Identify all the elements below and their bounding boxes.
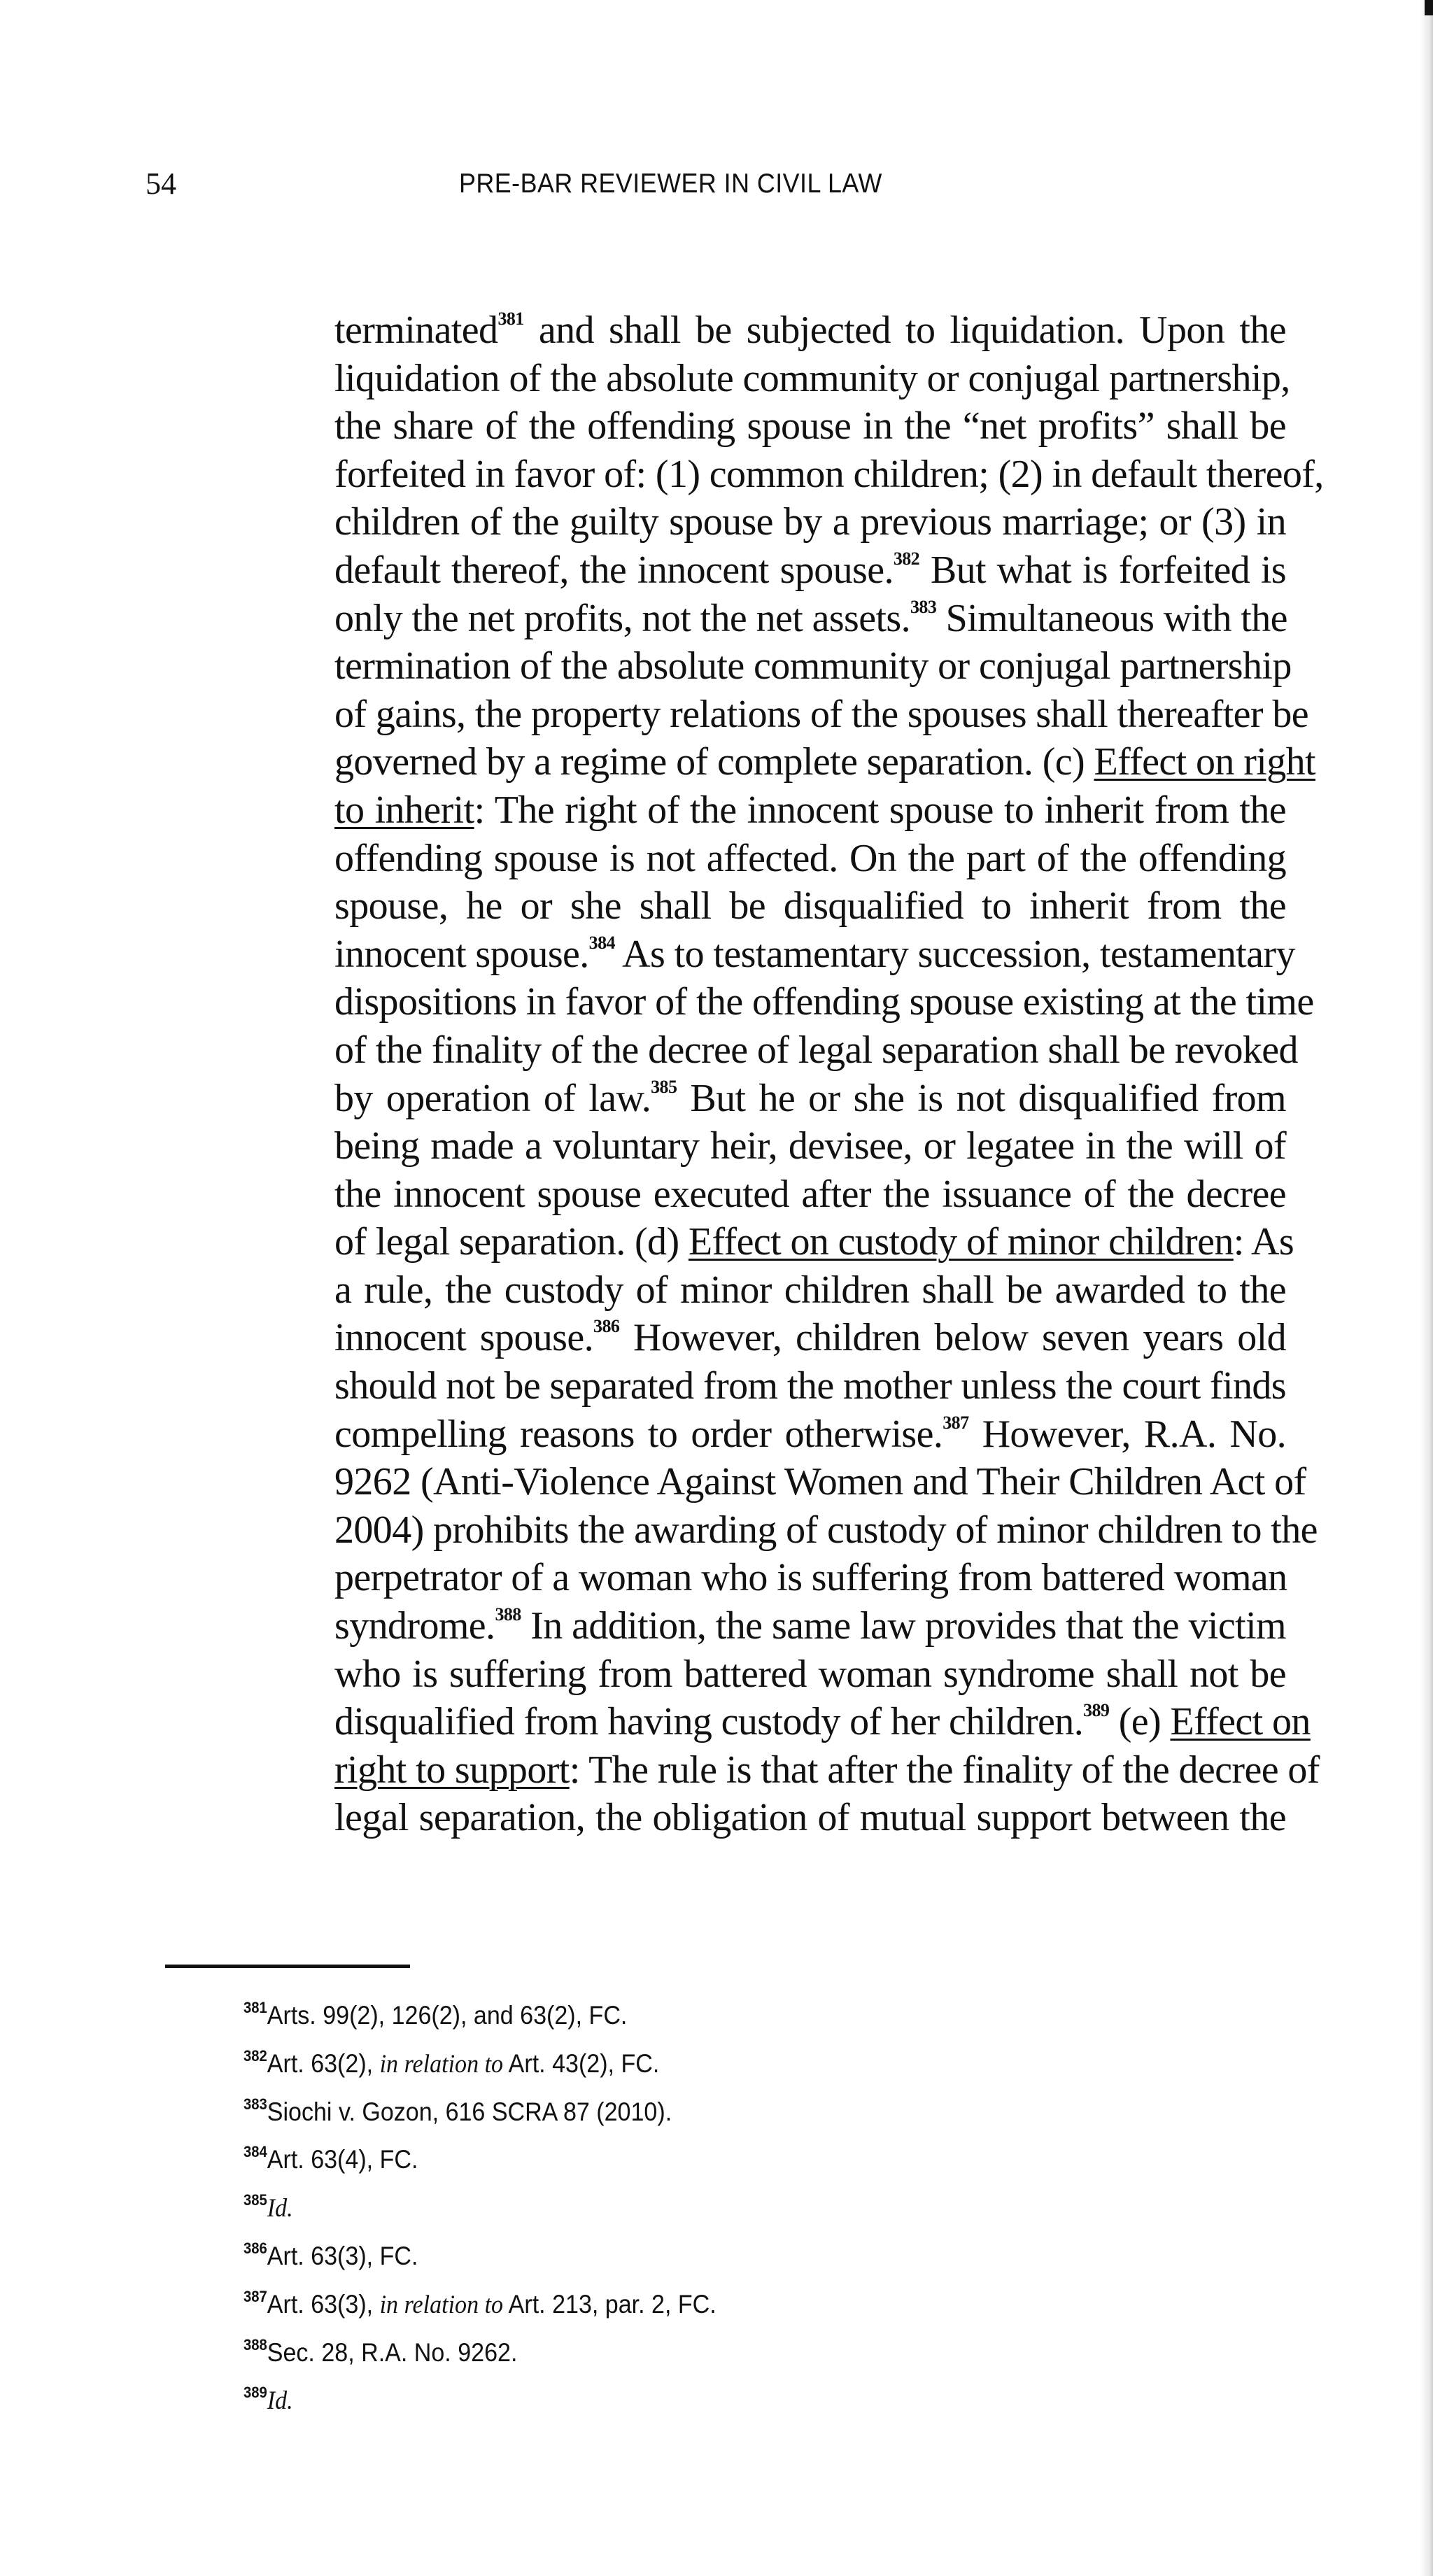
footnote-reference: 389 [1083,1700,1110,1721]
body-line [334,1650,1286,1699]
body-line [334,1554,1286,1602]
body-line [334,1506,1318,1555]
body-text-run: being made a voluntary heir, devisee, or legatee in the will of [334,1124,1286,1168]
body-line [334,1746,1320,1795]
body-text-run: legal separation, the obligation of mutual support between the [334,1796,1286,1840]
body-line [334,498,1286,546]
body-line [334,835,1286,883]
body-line [334,1026,1298,1075]
body-text-run: 9262 (Anti-Violence Against Women and Their Children Act of [334,1460,1306,1504]
body-text-run: spouse, he or she shall be disqualified to inherit from the [334,884,1286,928]
body-text-run: perpetrator of a woman who is suffering from battered woman [334,1556,1287,1600]
body-text-run: Simultaneous with the [936,596,1287,640]
body-text-run: only the net profits, not the net assets. [334,596,911,640]
body-text-run: by operation of law. [334,1076,651,1120]
body-line [334,1075,1286,1123]
footnote-reference: 381 [497,309,524,329]
body-line [334,1362,1286,1410]
footnote [243,2177,1016,2225]
body-text-run: However, children below seven years old [619,1316,1286,1360]
body-text-run: compelling reasons to order otherwise. [334,1412,943,1456]
body-text-run: terminated [334,309,498,352]
body-line [334,402,1286,451]
body-text-run: default thereof, the innocent spouse. [334,548,894,592]
body-text-run: should not be separated from the mother unless the court finds [334,1364,1286,1408]
footnote [243,2321,1016,2370]
underlined-heading: to inherit [334,788,474,832]
body-text-run: and shall be subjected to liquidation. Upon the [523,309,1286,352]
footnote-number: 386 [243,2239,267,2257]
body-line [334,546,1286,595]
footnote-text: Sec. 28, R.A. No. 9262. [267,2337,518,2367]
body-line [334,1410,1286,1459]
underlined-heading: Effect on right [1094,740,1315,784]
body-text-run: : The right of the innocent spouse to inherit from the [474,788,1286,832]
footnote [243,2225,1016,2273]
underlined-heading: right to support [334,1748,570,1792]
footnote [243,2369,1016,2417]
footnote-reference: 388 [495,1604,521,1625]
footnote [243,2081,1016,2129]
footnote-italic: Id. [267,2386,293,2416]
body-line [334,1218,1294,1266]
body-text-run: (e) [1109,1700,1171,1744]
body-text-run: But he or she is not disqualified from [677,1076,1286,1120]
body-text-run: the innocent spouse executed after the issuance of the decree [334,1172,1286,1216]
footnote-text: Art. 63(4), FC. [267,2145,418,2174]
body-line [334,1314,1286,1362]
footnote-text: Arts. 99(2), 126(2), and 63(2), FC. [267,2001,628,2030]
body-line [334,1794,1286,1842]
underlined-heading: Effect on custody of minor children [688,1220,1234,1264]
footnote-number: 388 [243,2335,267,2354]
footnote-reference: 384 [588,932,615,953]
footnote-number: 383 [243,2095,267,2113]
body-line [334,1122,1286,1170]
footnote-text: Art. 213, par. 2, FC. [503,2289,716,2319]
body-line [334,1698,1311,1746]
footnote-text: Art. 63(3), [267,2289,380,2319]
body-line [334,451,1324,499]
body-line [334,595,1286,643]
body-text [334,306,1324,1842]
body-line [334,1458,1306,1506]
body-text-run: of gains, the property relations of the spouses shall thereafter be [334,692,1309,736]
body-line [334,882,1286,930]
page-corner-mark [1425,0,1433,15]
footnote-reference: 385 [651,1076,677,1097]
body-text-run: termination of the absolute community or conjugal partnership [334,644,1292,688]
footnote [243,2128,1016,2177]
running-head: PRE-BAR REVIEWER IN CIVIL LAW [459,169,882,199]
body-line [334,355,1290,403]
body-text-run: syndrome. [334,1604,495,1648]
body-text-run: of the finality of the decree of legal separation shall be revoked [334,1028,1298,1072]
footnote-reference: 382 [893,548,920,569]
body-text-run: dispositions in favor of the offending spouse existing at the time [334,980,1314,1024]
body-line [334,786,1286,835]
body-text-run: forfeited in favor of: (1) common children; (2) in default thereof, [334,452,1324,496]
footnote-number: 382 [243,2046,267,2065]
body-text-run: : The rule is that after the finality of the decree of [569,1748,1320,1792]
body-line [334,1602,1286,1650]
footnote-reference: 387 [943,1412,969,1433]
footnote-number: 384 [243,2143,267,2161]
page-number: 54 [146,167,176,201]
footnote-rule [165,1965,410,1968]
body-line [334,1266,1286,1315]
footnote-number: 389 [243,2384,267,2402]
footnote-number: 381 [243,1999,267,2016]
body-text-run: 2004) prohibits the awarding of custody of minor children to the [334,1508,1318,1552]
body-text-run: However, R.A. No. [968,1412,1286,1456]
body-text-run: : As [1233,1220,1294,1264]
footnotes [243,1984,1083,2417]
footnote-reference: 383 [910,596,937,617]
footnote [243,2032,1016,2081]
body-text-run: innocent spouse. [334,932,589,976]
footnote-italic: in relation to [379,2290,504,2319]
body-text-run: governed by a regime of complete separation. (c) [334,740,1094,784]
footnote-reference: 386 [593,1316,620,1337]
body-text-run: who is suffering from battered woman syndrome shall not be [334,1652,1286,1696]
body-text-run: As to testamentary succession, testamentary [614,932,1295,976]
footnote-number: 385 [243,2191,267,2209]
body-line [334,306,1286,355]
body-text-run: of legal separation. (d) [334,1220,689,1264]
body-text-run: liquidation of the absolute community or conjugal partnership, [334,356,1290,400]
body-line [334,930,1295,979]
footnote-italic: in relation to [379,2049,504,2079]
body-text-run: offending spouse is not affected. On the part of the offending [334,836,1286,880]
footnote-text: Art. 63(3), FC. [267,2241,418,2270]
body-text-run: innocent spouse. [334,1316,594,1360]
underlined-heading: Effect on [1170,1700,1311,1744]
body-line [334,978,1314,1026]
footnote-number: 387 [243,2287,267,2305]
body-line [334,691,1309,739]
body-text-run: the share of the offending spouse in the “net profits” shall be [334,404,1286,448]
footnote [243,1984,1016,2032]
footnote-text: Siochi v. Gozon, 616 SCRA 87 (2010). [267,2097,672,2126]
body-text-run: a rule, the custody of minor children shall be awarded to the [334,1268,1286,1312]
footnote-italic: Id. [267,2194,293,2223]
body-line [334,738,1315,786]
body-text-run: In addition, the same law provides that the victim [521,1604,1286,1648]
footnote [243,2273,1016,2321]
footnote-text: Art. 63(2), [267,2048,380,2078]
body-line [334,1170,1286,1219]
footnote-text: Art. 43(2), FC. [503,2048,660,2078]
page-edge-shadow [1420,0,1433,2576]
body-text-run: disqualified from having custody of her children. [334,1700,1084,1744]
body-text-run: children of the guilty spouse by a previous marriage; or (3) in [334,500,1286,544]
body-text-run: But what is forfeited is [919,548,1286,592]
body-line [334,642,1292,691]
